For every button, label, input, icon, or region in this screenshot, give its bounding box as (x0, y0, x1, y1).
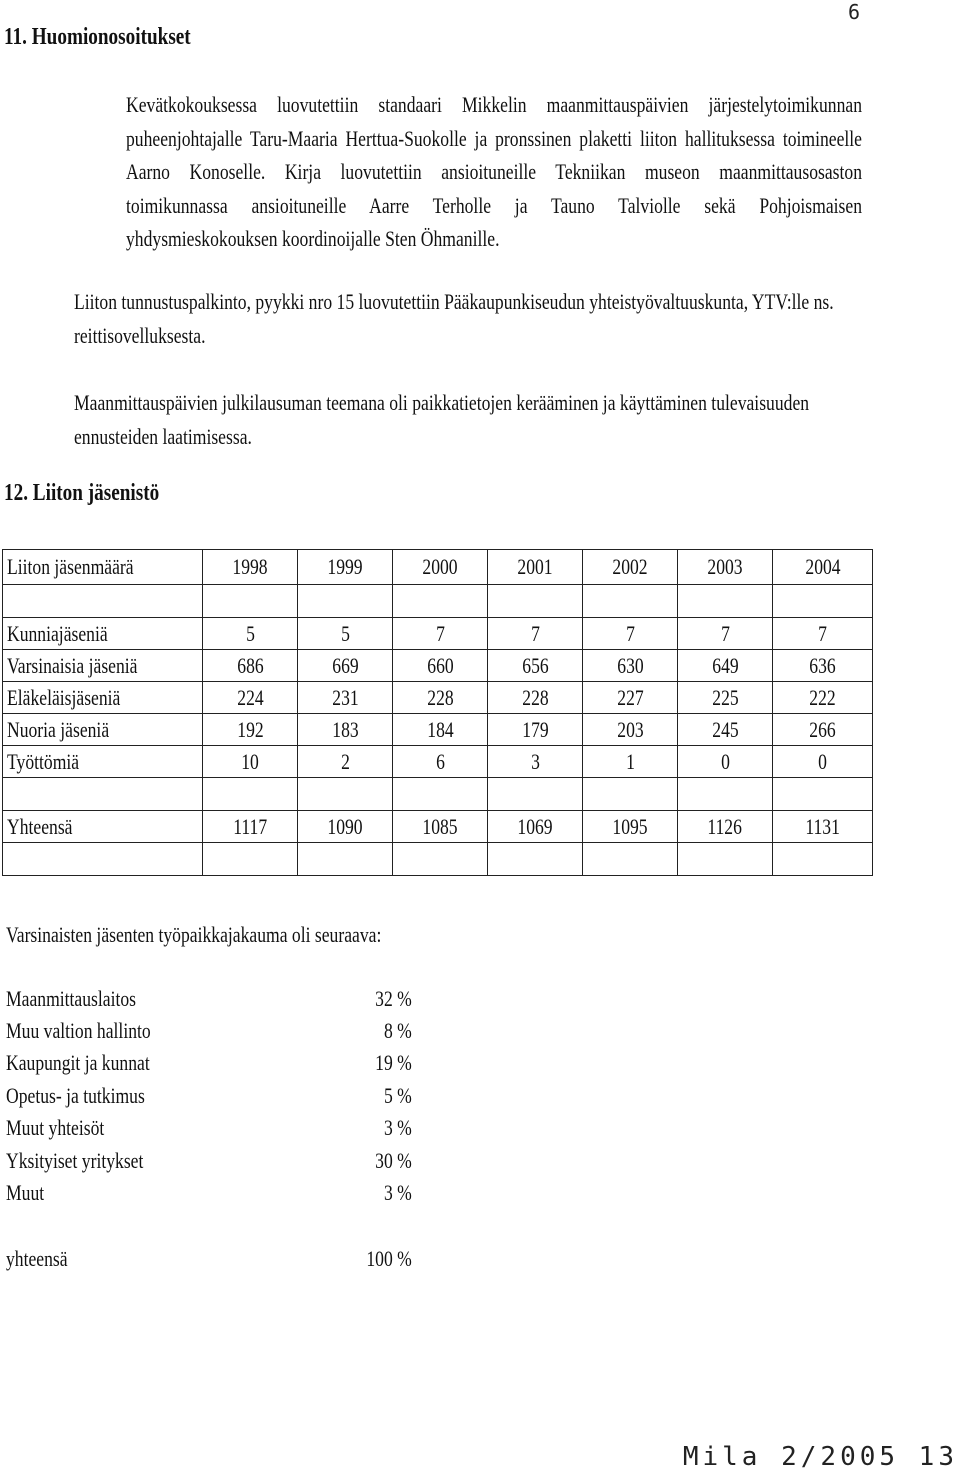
value-cell: 228 (393, 682, 488, 714)
value-cell: 7 (393, 618, 488, 650)
value-cell: 179 (488, 714, 583, 746)
total-value-cell: 1069 (488, 811, 583, 843)
value-cell: 5 (203, 618, 298, 650)
awards-paragraph: Kevätkokouksessa luovutettiin standaari Mikkelin maanmittauspäivien järjestelytoimikunnan puheenjohtajalle Taru-Maaria Herttua-Suokolle ja pronssinen plaketti liiton hallituksessa toimineelle Aarno Konoselle. Kirja luovutettiin ansioituneille Tekniikan museon maanmittausosaston toimikunnassa ansioituneille Aarre Terholle ja Tauno Talviolle sekä Pohjoismaisen yhdysmieskokouksen koordinoijalle Sten Öhmanille. (126, 92, 862, 251)
value-cell: 660 (393, 650, 488, 682)
value-cell: 7 (678, 618, 773, 650)
value-cell: 3 (488, 746, 583, 778)
total-label-cell: Yhteensä (3, 811, 203, 843)
value-cell: 183 (298, 714, 393, 746)
distribution-item: Kaupungit ja kunnat 19 % (6, 1050, 412, 1075)
value-cell: 1 (583, 746, 678, 778)
value-cell: 5 (298, 618, 393, 650)
statement-theme-paragraph: Maanmittauspäivien julkilausuman teemana oli paikkatietojen kerääminen ja käyttäminen tulevaisuuden ennusteiden laatimisessa. (74, 390, 810, 449)
table-header-row (3, 550, 873, 585)
value-cell: 649 (678, 650, 773, 682)
distribution-item: Maanmittauslaitos 32 % (6, 986, 412, 1011)
recognition-prize-paragraph: Liiton tunnustuspalkinto, pyykki nro 15 luovutettiin Pääkaupunkiseudun yhteistyövaltuuskunta, YTV:lle ns. reittisovelluksesta. (74, 289, 834, 348)
header-label-cell: Liiton jäsenmäärä (3, 550, 203, 585)
value-cell: 224 (203, 682, 298, 714)
year-cell: 2001 (488, 550, 583, 585)
distribution-item: Opetus- ja tutkimus 5 % (6, 1083, 412, 1108)
value-cell: 0 (678, 746, 773, 778)
row-label-cell: Nuoria jäseniä (3, 714, 203, 746)
value-cell: 686 (203, 650, 298, 682)
table-row (3, 618, 873, 650)
section-11-heading: 11. Huomionosoitukset (4, 24, 191, 50)
year-cell: 2000 (393, 550, 488, 585)
value-cell: 6 (393, 746, 488, 778)
table-spacer-row (3, 843, 873, 876)
row-label-cell: Kunniajäseniä (3, 618, 203, 650)
value-cell: 225 (678, 682, 773, 714)
value-cell: 222 (773, 682, 873, 714)
value-cell: 10 (203, 746, 298, 778)
table-row (3, 650, 873, 682)
table-row (3, 714, 873, 746)
section-12-heading: 12. Liiton jäsenistö (4, 480, 160, 506)
total-value-cell: 1095 (583, 811, 678, 843)
value-cell: 266 (773, 714, 873, 746)
value-cell: 636 (773, 650, 873, 682)
value-cell: 228 (488, 682, 583, 714)
value-cell: 231 (298, 682, 393, 714)
value-cell: 0 (773, 746, 873, 778)
total-value-cell: 1131 (773, 811, 873, 843)
year-cell: 2003 (678, 550, 773, 585)
table-row (3, 746, 873, 778)
year-cell: 1999 (298, 550, 393, 585)
total-value-cell: 1117 (203, 811, 298, 843)
distribution-item: Muu valtion hallinto 8 % (6, 1018, 412, 1043)
distribution-total: yhteensä 100 % (6, 1246, 412, 1271)
value-cell: 7 (583, 618, 678, 650)
value-cell: 192 (203, 714, 298, 746)
total-value-cell: 1090 (298, 811, 393, 843)
value-cell: 669 (298, 650, 393, 682)
year-cell: 1998 (203, 550, 298, 585)
value-cell: 227 (583, 682, 678, 714)
row-label-cell: Varsinaisia jäseniä (3, 650, 203, 682)
total-value-cell: 1085 (393, 811, 488, 843)
table-spacer-row (3, 585, 873, 618)
value-cell: 2 (298, 746, 393, 778)
row-label-cell: Työttömiä (3, 746, 203, 778)
value-cell: 245 (678, 714, 773, 746)
distribution-title: Varsinaisten jäsenten työpaikkajakauma oli seuraava: (6, 922, 382, 947)
footer-publication-info: Mila 2/2005 13 (682, 1442, 958, 1472)
value-cell: 7 (488, 618, 583, 650)
table-total-row (3, 811, 873, 843)
value-cell: 630 (583, 650, 678, 682)
table-row (3, 682, 873, 714)
value-cell: 203 (583, 714, 678, 746)
year-cell: 2004 (773, 550, 873, 585)
distribution-item: Muut 3 % (6, 1180, 412, 1205)
table-spacer-row (3, 778, 873, 811)
row-label-cell: Eläkeläisjäseniä (3, 682, 203, 714)
value-cell: 184 (393, 714, 488, 746)
page-number: 6 (847, 0, 860, 24)
membership-table (2, 549, 873, 876)
value-cell: 7 (773, 618, 873, 650)
distribution-item: Yksityiset yritykset 30 % (6, 1148, 412, 1173)
total-value-cell: 1126 (678, 811, 773, 843)
year-cell: 2002 (583, 550, 678, 585)
value-cell: 656 (488, 650, 583, 682)
distribution-item: Muut yhteisöt 3 % (6, 1115, 412, 1140)
